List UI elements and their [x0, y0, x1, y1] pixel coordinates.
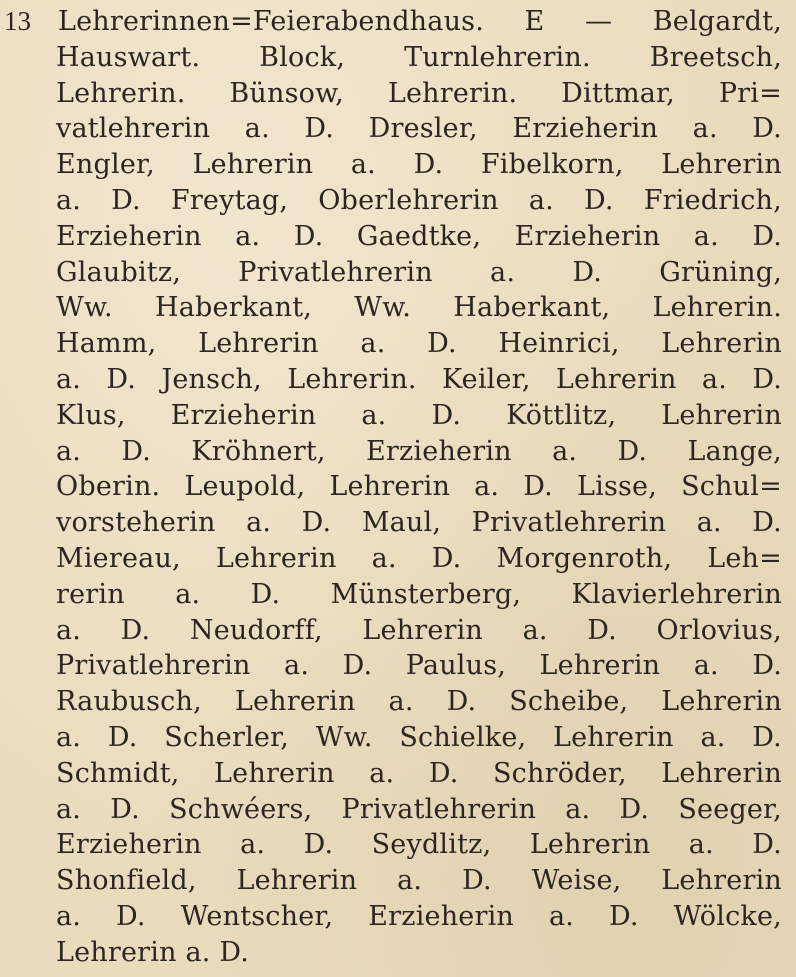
entry-line: Hauswart. Block, Turnlehrerin. Breetsch,: [56, 41, 782, 73]
entry-number: 13: [4, 6, 31, 36]
entry-line: Erzieherin a. D. Seydlitz, Lehrerin a. D.: [56, 829, 782, 861]
entry-line: rerin a. D. Münsterberg, Klavierlehrerin: [56, 578, 782, 610]
entry-line: a. D. Schwéers, Privatlehrerin a. D. Seeger,: [56, 793, 782, 825]
entry-line: Lehrerin a. D.: [56, 936, 250, 968]
entry-line: Miereau, Lehrerin a. D. Morgenroth, Leh=: [56, 543, 782, 574]
entry-line: a. D. Wentscher, Erzieherin a. D. Wölcke,: [56, 901, 782, 932]
entry-line: Ww. Haberkant, Ww. Haberkant, Lehrerin.: [56, 292, 782, 324]
entry-line: Klus, Erzieherin a. D. Köttlitz, Lehrerin: [56, 399, 782, 431]
entry-line: vatlehrerin a. D. Dresler, Erzieherin a. D.: [56, 113, 782, 145]
entry-line: Raubusch, Lehrerin a. D. Scheibe, Lehrerin: [56, 686, 782, 718]
entry-line: vorsteherin a. D. Maul, Privatlehrerin a. D.: [56, 507, 782, 539]
entry-line: a. D. Neudorff, Lehrerin a. D. Orlovius,: [56, 614, 782, 646]
entry-line: Engler, Lehrerin a. D. Fibelkorn, Lehrerin: [56, 149, 782, 181]
entry-line: Erzieherin a. D. Gaedtke, Erzieherin a. D.: [56, 220, 782, 252]
entry-line: a. D. Jensch, Lehrerin. Keiler, Lehrerin a. D.: [56, 364, 782, 395]
entry-line: Shonfield, Lehrerin a. D. Weise, Lehrerin: [56, 865, 782, 897]
entry-line: Privatlehrerin a. D. Paulus, Lehrerin a. D.: [56, 650, 782, 682]
entry-line: Lehrerin. Bünsow, Lehrerin. Dittmar, Pri=: [56, 77, 782, 109]
entry-line: Oberin. Leupold, Lehrerin a. D. Lisse, Schul=: [56, 471, 782, 503]
entry-line: Glaubitz, Privatlehrerin a. D. Grüning,: [56, 256, 782, 288]
entry-line: Lehrerinnen=Feierabendhaus. E — Belgardt,: [58, 6, 782, 37]
entry-line: a. D. Scherler, Ww. Schielke, Lehrerin a. D.: [56, 722, 782, 753]
entry-line: a. D. Freytag, Oberlehrerin a. D. Friedrich,: [56, 185, 782, 216]
entry-line: Schmidt, Lehrerin a. D. Schröder, Lehrerin: [56, 757, 782, 789]
entry-line: a. D. Kröhnert, Erzieherin a. D. Lange,: [56, 435, 782, 467]
entry-line: Hamm, Lehrerin a. D. Heinrici, Lehrerin: [56, 328, 782, 360]
